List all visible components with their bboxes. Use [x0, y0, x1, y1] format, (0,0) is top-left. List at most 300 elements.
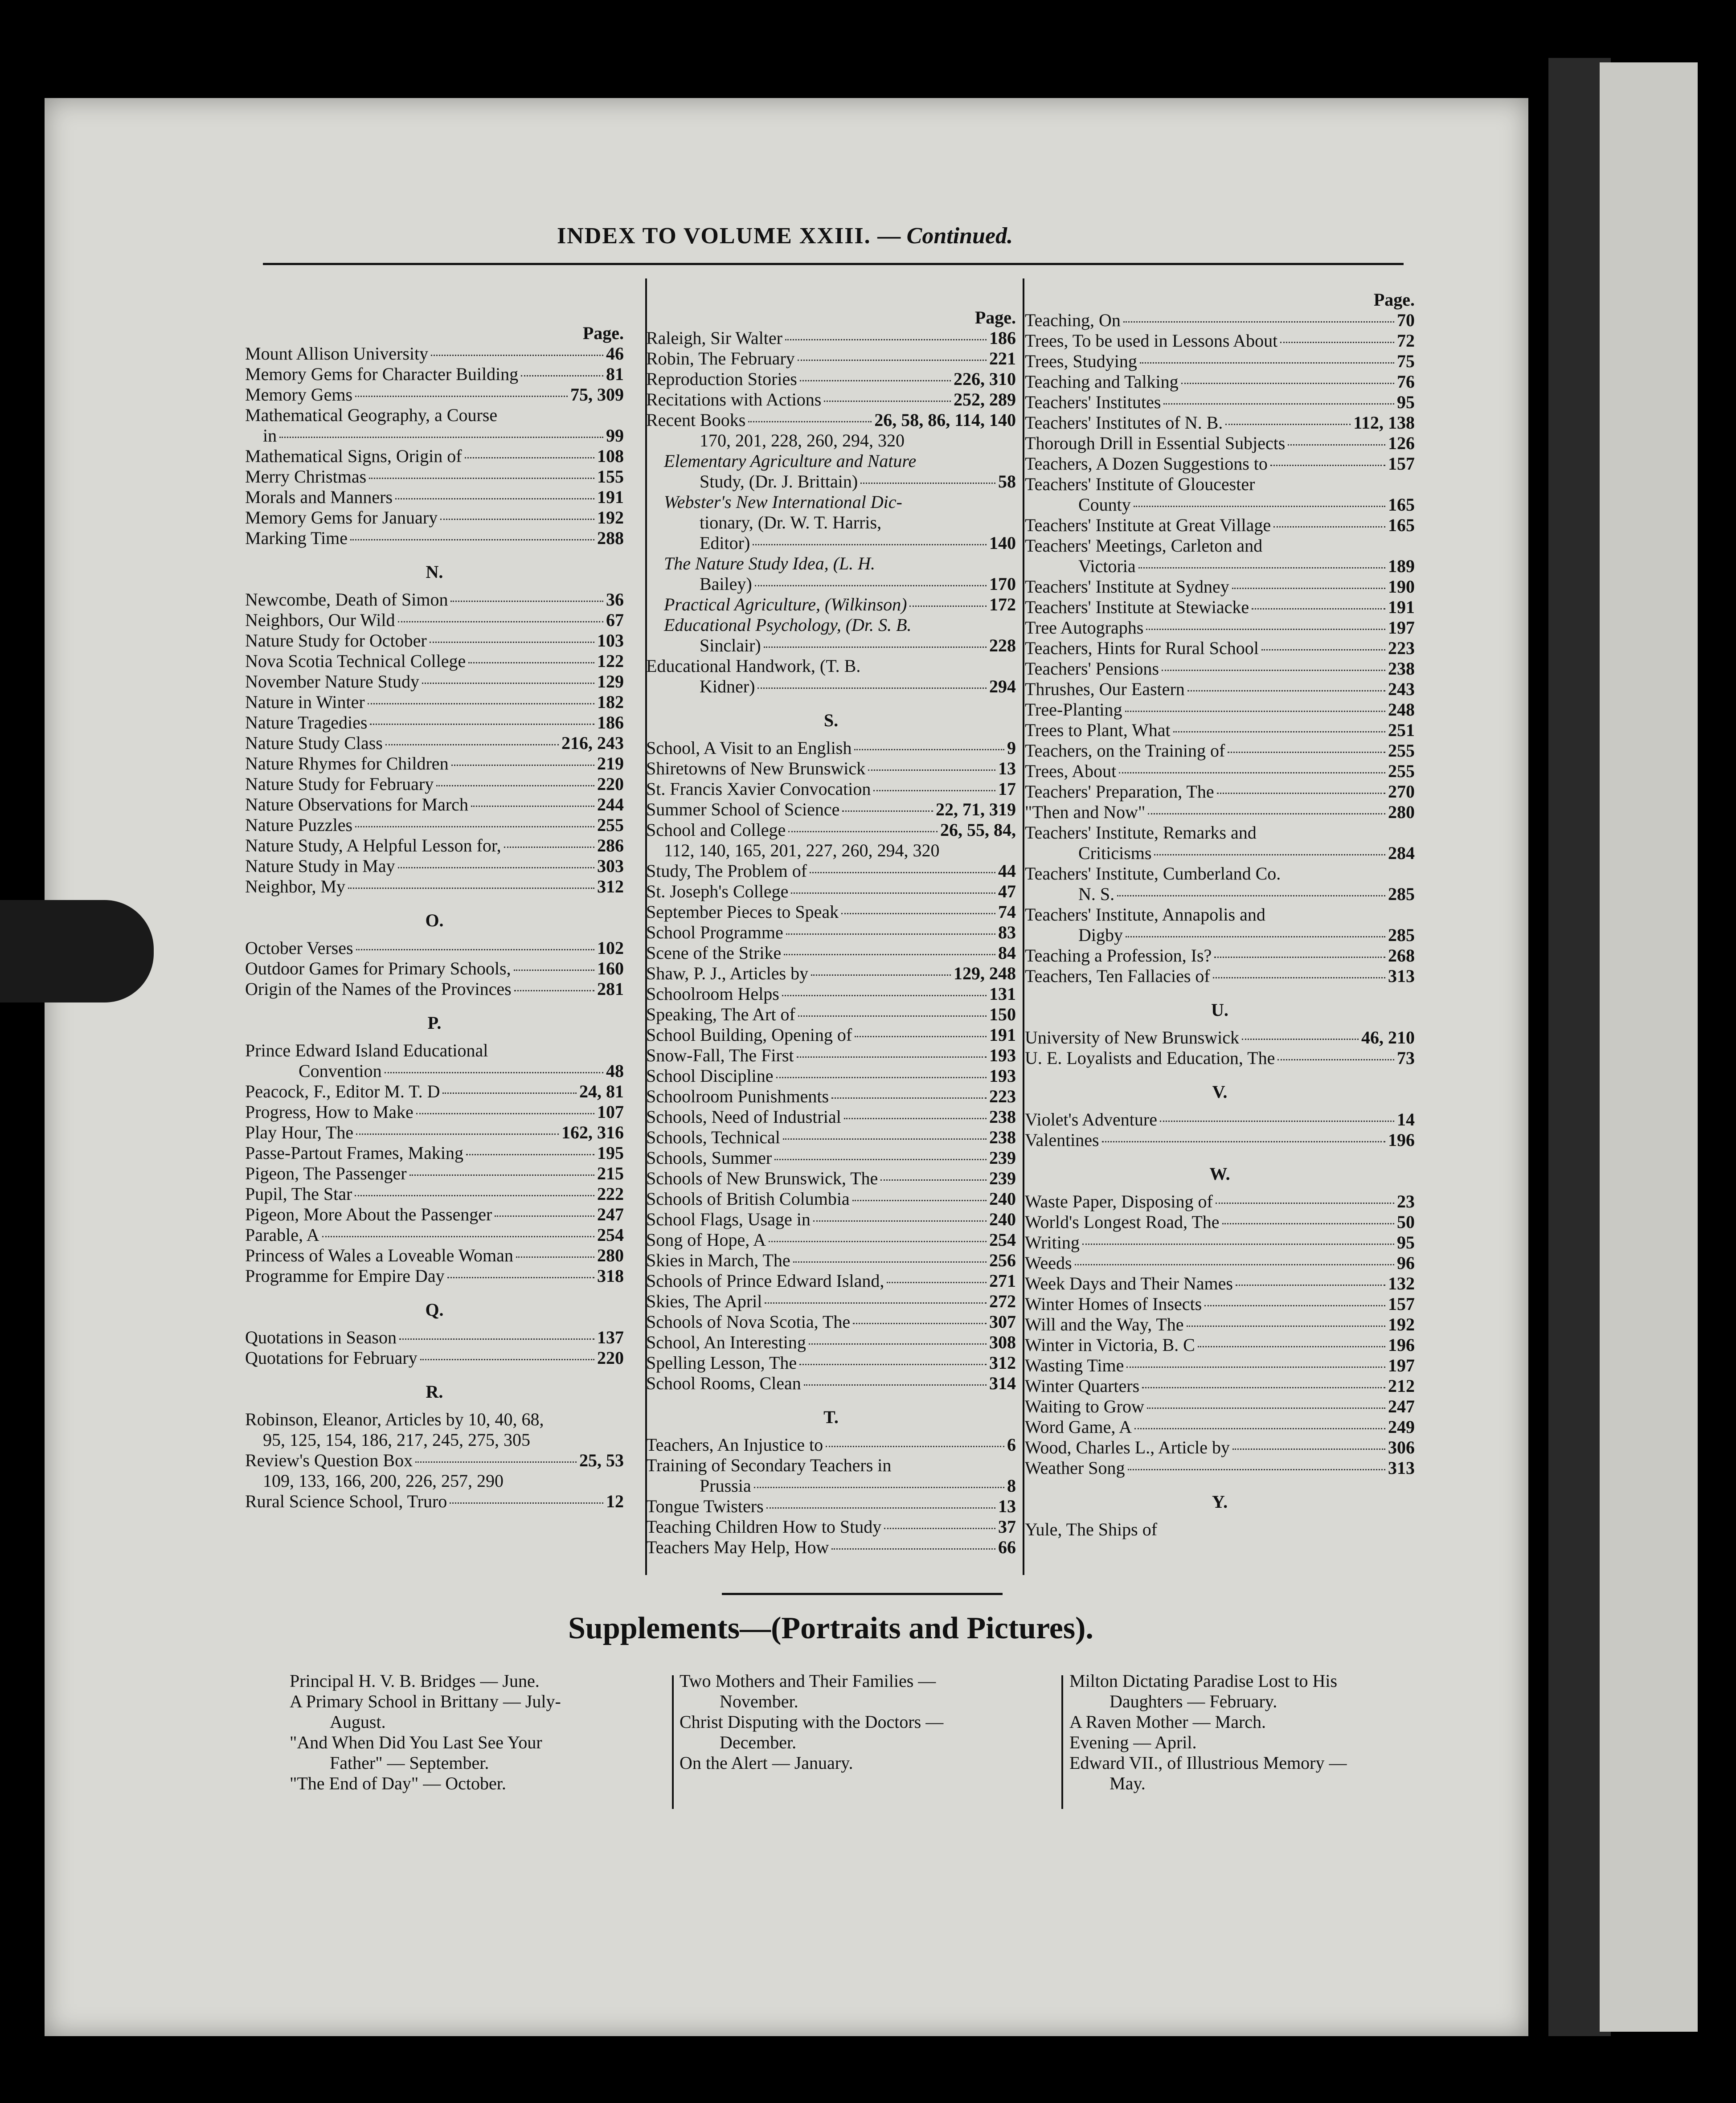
entry-title: Mathematical Signs, Origin of: [245, 446, 462, 466]
entry-title: Review's Question Box: [245, 1450, 413, 1470]
index-entry: [646, 410, 1016, 430]
index-entry: [646, 1517, 1016, 1537]
index-entry: [646, 1373, 1016, 1394]
dot-leader: [853, 1323, 987, 1324]
entry-title: Teachers, Hints for Rural School: [1025, 638, 1259, 658]
dot-leader: [1273, 526, 1385, 528]
index-entry: [245, 835, 624, 856]
entry-title: Teachers, Ten Fallacies of: [1025, 966, 1210, 986]
entry-title: Winter in Victoria, B. C: [1025, 1335, 1195, 1355]
entry-page: 220: [597, 1348, 624, 1368]
dot-leader: [395, 498, 594, 499]
entry-title: Shiretowns of New Brunswick: [646, 758, 866, 778]
dot-leader: [1126, 936, 1385, 937]
dot-leader: [809, 1343, 987, 1345]
entry-title: Teachers' Institute at Stewiacke: [1025, 597, 1249, 617]
index-entry: [1025, 904, 1415, 925]
index-entry: [1025, 1191, 1415, 1212]
index-entry: [1025, 577, 1415, 597]
dot-leader: [430, 642, 594, 643]
entry-title: Neighbors, Our Wild: [245, 610, 395, 630]
index-entry: [646, 471, 1016, 492]
index-entry: [646, 1455, 1016, 1476]
entry-page: 8: [1007, 1476, 1016, 1496]
page-header-label: Page.: [1373, 290, 1415, 310]
entry-title: Teaching Children How to Study: [646, 1517, 882, 1537]
entry-page: 228: [989, 635, 1016, 655]
index-entry: [646, 594, 1016, 615]
index-column-2: [646, 307, 1016, 1558]
entry-title: Snow-Fall, The First: [646, 1045, 794, 1065]
index-entry: [245, 876, 624, 897]
entry-page: 170: [989, 574, 1016, 594]
entry-title: Wood, Charles L., Article by: [1025, 1437, 1230, 1457]
entry-page: 72: [1397, 331, 1415, 351]
index-entry: [1025, 741, 1415, 761]
entry-title: Sinclair): [700, 635, 761, 655]
index-entry: [646, 389, 1016, 410]
entry-title: School Building, Opening of: [646, 1025, 852, 1045]
index-entry: [245, 1102, 624, 1122]
dot-leader: [766, 1507, 995, 1509]
entry-page: 157: [1388, 1294, 1415, 1314]
dot-leader: [887, 1282, 987, 1283]
index-entry: [646, 758, 1016, 779]
entry-title: County: [1078, 495, 1131, 515]
supplements-rule: [722, 1593, 1003, 1595]
entry-title: Tree Autographs: [1025, 618, 1144, 638]
entry-title: Nature in Winter: [245, 692, 365, 712]
entry-title: "Then and Now": [1025, 802, 1146, 822]
entry-page: 50: [1397, 1212, 1415, 1232]
entry-page: 157: [1388, 454, 1415, 474]
entry-title: September Pieces to Speak: [646, 902, 839, 922]
index-entry: [1025, 618, 1415, 638]
entry-title: Reproduction Stories: [646, 369, 797, 389]
entry-page: 165: [1388, 515, 1415, 535]
index-entry: [646, 1291, 1016, 1312]
index-entry: [646, 779, 1016, 799]
index-entry: [1025, 1130, 1415, 1150]
dot-leader: [1082, 1244, 1394, 1245]
entry-page: 73: [1397, 1048, 1415, 1068]
entry-title: Quotations for February: [245, 1348, 418, 1368]
dot-leader: [774, 1159, 987, 1160]
index-entry: [1025, 1437, 1415, 1458]
entry-page: 140: [989, 533, 1016, 553]
entry-page: 318: [597, 1266, 624, 1286]
entry-title: Outdoor Games for Primary Schools,: [245, 958, 511, 978]
index-entry: [1025, 1417, 1415, 1437]
index-entry: [245, 426, 624, 446]
dot-leader: [788, 831, 938, 832]
section-letter: N.: [426, 562, 443, 582]
entry-page: 26, 58, 86, 114, 140: [874, 410, 1016, 430]
entry-title: Rural Science School, Truro: [245, 1491, 447, 1511]
index-entry: [1025, 413, 1415, 433]
entry-page: 37: [998, 1517, 1016, 1537]
entry-page: 66: [998, 1537, 1016, 1557]
dot-leader: [799, 1364, 987, 1365]
entry-page: 46: [606, 344, 624, 364]
supplements-title: Supplements—(Portraits and Pictures).: [568, 1611, 1093, 1645]
index-entry: [646, 1045, 1016, 1066]
entry-page: 46, 210: [1361, 1027, 1415, 1047]
index-entry: [646, 1476, 1016, 1496]
running-head: [557, 223, 1092, 249]
dot-leader: [1163, 403, 1394, 405]
index-entry: [245, 1471, 624, 1491]
index-entry: [245, 979, 624, 999]
entry-title: Schools, Need of Industrial: [646, 1107, 841, 1127]
index-entry: [646, 1086, 1016, 1107]
entry-page: 249: [1388, 1417, 1415, 1437]
index-entry: [1025, 925, 1415, 945]
section-letter: V.: [1212, 1082, 1228, 1102]
entry-page: 248: [1388, 700, 1415, 720]
dot-leader: [279, 437, 603, 438]
entry-page: 215: [597, 1163, 624, 1183]
supplements-column-2: [680, 1671, 1054, 1773]
index-entry: [646, 738, 1016, 758]
entry-page: 131: [989, 984, 1016, 1004]
index-entry: [245, 1245, 624, 1266]
dot-leader: [450, 601, 603, 602]
entry-page: 313: [1388, 1458, 1415, 1478]
entry-title: Nature Study, A Helpful Lesson for,: [245, 835, 501, 855]
index-entry: [245, 733, 624, 753]
entry-title: Teachers' Pensions: [1025, 659, 1159, 679]
entry-title: Teachers' Institute at Sydney: [1025, 577, 1229, 597]
entry-title: Webster's New International Dic-: [664, 492, 902, 512]
dot-leader: [776, 1077, 987, 1078]
entry-title: Teaching a Profession, Is?: [1025, 945, 1212, 966]
running-head-title: INDEX TO VOLUME XXIII.: [557, 223, 871, 249]
entry-title: Mount Allison University: [245, 344, 429, 364]
dot-leader: [1181, 383, 1394, 384]
entry-title: Nature Tragedies: [245, 712, 368, 732]
index-entry: [1025, 556, 1415, 577]
index-entry: [646, 1353, 1016, 1373]
dot-leader: [1216, 1203, 1394, 1204]
entry-page: 75, 309: [570, 385, 624, 405]
supplement-line: "The End of Day" — October.: [290, 1773, 506, 1793]
index-entry: [1025, 638, 1415, 659]
entry-page: 307: [989, 1312, 1016, 1332]
entry-title: Passe-Partout Frames, Making: [245, 1143, 463, 1163]
entry-page: 280: [597, 1245, 624, 1265]
section-letter: W.: [1209, 1164, 1230, 1184]
dot-leader: [385, 744, 559, 745]
entry-page: 303: [597, 856, 624, 876]
entry-page: 186: [989, 328, 1016, 348]
page-clip: [0, 900, 154, 1002]
index-entry: [245, 1163, 624, 1184]
dot-leader: [1160, 1121, 1394, 1122]
index-entry: [646, 1209, 1016, 1230]
index-entry: [245, 1184, 624, 1204]
entry-title: Schools, Technical: [646, 1127, 780, 1147]
entry-title: in: [263, 426, 277, 446]
index-entry: [245, 1450, 624, 1471]
header-rule: [263, 263, 1404, 265]
entry-title: School Discipline: [646, 1066, 774, 1086]
dot-leader: [757, 687, 987, 689]
entry-page: 103: [597, 630, 624, 651]
entry-page: 137: [597, 1327, 624, 1347]
index-entry: [245, 1491, 624, 1512]
index-column-1: [245, 323, 624, 1512]
index-entry: [1025, 1253, 1415, 1273]
entry-page: 192: [597, 507, 624, 528]
entry-page: 112, 138: [1353, 413, 1415, 433]
entry-page: 126: [1388, 433, 1415, 453]
entry-page: 107: [597, 1102, 624, 1122]
dot-leader: [420, 1359, 594, 1360]
dot-leader: [1119, 772, 1385, 773]
section-letter: U.: [1211, 1000, 1228, 1020]
entry-title: Programme for Empire Day: [245, 1266, 445, 1286]
index-column-3: [1025, 290, 1415, 1540]
supplement-line: Daughters — February.: [1110, 1691, 1277, 1711]
index-entry: [1025, 1519, 1415, 1540]
index-entry: [1025, 1048, 1415, 1068]
index-entry: [646, 1435, 1016, 1455]
entry-title: Wasting Time: [1025, 1355, 1124, 1375]
index-entry: [646, 1004, 1016, 1025]
page-header-label: Page.: [974, 307, 1016, 327]
index-entry: [245, 630, 624, 651]
index-entry: [245, 1204, 624, 1225]
index-entry: [646, 861, 1016, 881]
index-entry: [245, 856, 624, 876]
entry-title: Editor): [700, 533, 750, 553]
entry-title: Parable, A: [245, 1225, 319, 1245]
index-entry: [1025, 720, 1415, 741]
index-entry: [1025, 1458, 1415, 1478]
index-entry: [646, 512, 1016, 533]
section-letter: Y.: [1212, 1492, 1228, 1512]
entry-title: World's Longest Road, The: [1025, 1212, 1220, 1232]
entry-page: 132: [1388, 1273, 1415, 1293]
index-entry: [245, 610, 624, 630]
index-entry: [1025, 1109, 1415, 1130]
section-letter: T.: [823, 1407, 839, 1427]
entry-page: 238: [1388, 659, 1415, 679]
dot-leader: [422, 683, 594, 684]
entry-title: Pigeon, More About the Passenger: [245, 1204, 492, 1224]
entry-page: 197: [1388, 618, 1415, 638]
entry-page: 75: [1397, 351, 1415, 371]
supplement-line: Milton Dictating Paradise Lost to His: [1069, 1671, 1338, 1691]
entry-title: 109, 133, 166, 200, 226, 257, 290: [263, 1471, 504, 1491]
dot-leader: [398, 621, 603, 622]
entry-page: 244: [597, 794, 624, 814]
dot-leader: [826, 1446, 1004, 1447]
entry-title: Robinson, Eleanor, Articles by 10, 40, 68,: [245, 1409, 544, 1429]
supplement-line: Christ Disputing with the Doctors —: [680, 1712, 944, 1732]
entry-title: Teaching and Talking: [1025, 372, 1179, 392]
index-entry: [646, 430, 1016, 451]
entry-page: 23: [1397, 1191, 1415, 1211]
index-entry: [1025, 1294, 1415, 1314]
entry-title: Trees, About: [1025, 761, 1117, 781]
entry-title: School Flags, Usage in: [646, 1209, 811, 1229]
entry-page: 193: [989, 1066, 1016, 1086]
entry-title: School, A Visit to an English: [646, 738, 852, 758]
entry-page: 238: [989, 1127, 1016, 1147]
entry-title: Tongue Twisters: [646, 1496, 764, 1516]
entry-title: Prince Edward Island Educational: [245, 1040, 488, 1060]
entry-page: 74: [998, 902, 1016, 922]
supplement-line: August.: [330, 1712, 386, 1732]
index-entry: [245, 815, 624, 835]
entry-title: Recent Books: [646, 410, 746, 430]
entry-title: Progress, How to Make: [245, 1102, 414, 1122]
index-entry: [245, 774, 624, 794]
entry-title: Summer School of Science: [646, 799, 840, 819]
index-entry: [245, 507, 624, 528]
index-entry: [245, 446, 624, 466]
entry-title: Origin of the Names of the Provinces: [245, 979, 512, 999]
entry-title: Morals and Manners: [245, 487, 393, 507]
entry-title: November Nature Study: [245, 671, 420, 691]
entry-title: Merry Christmas: [245, 466, 367, 487]
dot-leader: [504, 847, 594, 848]
index-entry: [1025, 351, 1415, 372]
entry-page: 58: [998, 471, 1016, 491]
dot-leader: [1225, 424, 1351, 425]
entry-title: Speaking, The Art of: [646, 1004, 795, 1024]
index-entry: [245, 1266, 624, 1286]
entry-page: 24, 81: [579, 1081, 624, 1101]
index-entry: [646, 348, 1016, 369]
entry-title: Newcombe, Death of Simon: [245, 589, 448, 610]
index-entry: [646, 1332, 1016, 1353]
dot-leader: [1288, 444, 1385, 446]
entry-page: 219: [597, 753, 624, 773]
dot-leader: [786, 933, 995, 935]
entry-page: 186: [597, 712, 624, 732]
supplement-line: November.: [720, 1691, 798, 1711]
index-entry: [245, 938, 624, 958]
entry-page: 172: [989, 594, 1016, 614]
dot-leader: [868, 769, 995, 771]
index-entry: [646, 1312, 1016, 1332]
entry-page: 182: [597, 692, 624, 712]
entry-page: 83: [998, 922, 1016, 942]
entry-page: 36: [606, 589, 624, 610]
index-entry: [1025, 1314, 1415, 1335]
dot-leader: [514, 990, 594, 991]
index-entry: [1025, 1232, 1415, 1253]
dot-leader: [1232, 588, 1385, 589]
index-entry: [1025, 474, 1415, 495]
entry-title: Marking Time: [245, 528, 348, 548]
entry-title: Recitations with Actions: [646, 389, 822, 409]
entry-page: 270: [1388, 781, 1415, 802]
index-entry: [646, 1496, 1016, 1517]
entry-title: Teaching, On: [1025, 310, 1121, 330]
entry-page: 44: [998, 861, 1016, 881]
index-entry: [646, 635, 1016, 656]
entry-title: Teachers' Institute, Cumberland Co.: [1025, 863, 1281, 884]
entry-title: School and College: [646, 820, 786, 840]
entry-title: Teachers' Institute, Annapolis and: [1025, 904, 1265, 925]
index-entry: [1025, 659, 1415, 679]
entry-page: 254: [989, 1230, 1016, 1250]
entry-title: Study, (Dr. J. Brittain): [700, 471, 858, 491]
supplements-column-1: [290, 1671, 664, 1794]
entry-title: Trees, To be used in Lessons About: [1025, 331, 1278, 351]
dot-leader: [852, 1200, 987, 1201]
entry-title: Prussia: [700, 1476, 751, 1496]
index-entry: [646, 922, 1016, 943]
entry-page: 255: [1388, 761, 1415, 781]
entry-title: Bailey): [700, 574, 752, 594]
index-entry: [245, 1122, 624, 1143]
dot-leader: [842, 810, 933, 812]
index-entry: [646, 574, 1016, 594]
dot-leader: [798, 1015, 987, 1017]
index-entry: [1025, 433, 1415, 454]
section-letter: P.: [427, 1013, 442, 1033]
dot-leader: [810, 872, 995, 873]
entry-page: 226, 310: [954, 369, 1016, 389]
dot-leader: [831, 1548, 995, 1550]
dot-leader: [800, 380, 951, 381]
dot-leader: [355, 396, 568, 397]
entry-title: Schools of British Columbia: [646, 1189, 850, 1209]
entry-title: Word Game, A: [1025, 1417, 1132, 1437]
entry-page: 191: [1388, 597, 1415, 617]
entry-page: 160: [597, 958, 624, 978]
entry-title: Practical Agriculture, (Wilkinson): [664, 594, 907, 614]
dot-leader: [793, 1261, 987, 1263]
entry-title: Teachers, on the Training of: [1025, 741, 1225, 761]
entry-title: Schools of New Brunswick, The: [646, 1168, 878, 1188]
entry-page: 47: [998, 881, 1016, 901]
index-entry: [646, 492, 1016, 512]
dot-leader: [798, 360, 987, 361]
index-entry: [646, 943, 1016, 963]
index-entry: [1025, 843, 1415, 863]
dot-leader: [1261, 649, 1385, 651]
column-divider-2: [1023, 278, 1024, 1575]
entry-title: Teachers' Institute of Gloucester: [1025, 474, 1255, 494]
supplement-line: May.: [1110, 1773, 1146, 1793]
entry-title: Nature Observations for March: [245, 794, 468, 814]
dot-leader: [1154, 854, 1385, 855]
index-entry: [245, 1327, 624, 1348]
index-entry: [245, 671, 624, 692]
index-entry: [646, 820, 1016, 840]
entry-page: 313: [1388, 966, 1415, 986]
entry-title: Thrushes, Our Eastern: [1025, 679, 1185, 699]
entry-page: 255: [597, 815, 624, 835]
index-entry: [245, 651, 624, 671]
dot-leader: [1075, 1264, 1394, 1265]
index-entry: [1025, 536, 1415, 556]
entry-page: 312: [989, 1353, 1016, 1373]
entry-title: 112, 140, 165, 201, 227, 260, 294, 320: [664, 840, 940, 860]
entry-title: School, An Interesting: [646, 1332, 806, 1352]
index-entry: [1025, 966, 1415, 986]
entry-title: Criticisms: [1078, 843, 1152, 863]
dot-leader: [813, 1220, 987, 1222]
dot-leader: [409, 1174, 594, 1176]
entry-page: 221: [989, 348, 1016, 368]
